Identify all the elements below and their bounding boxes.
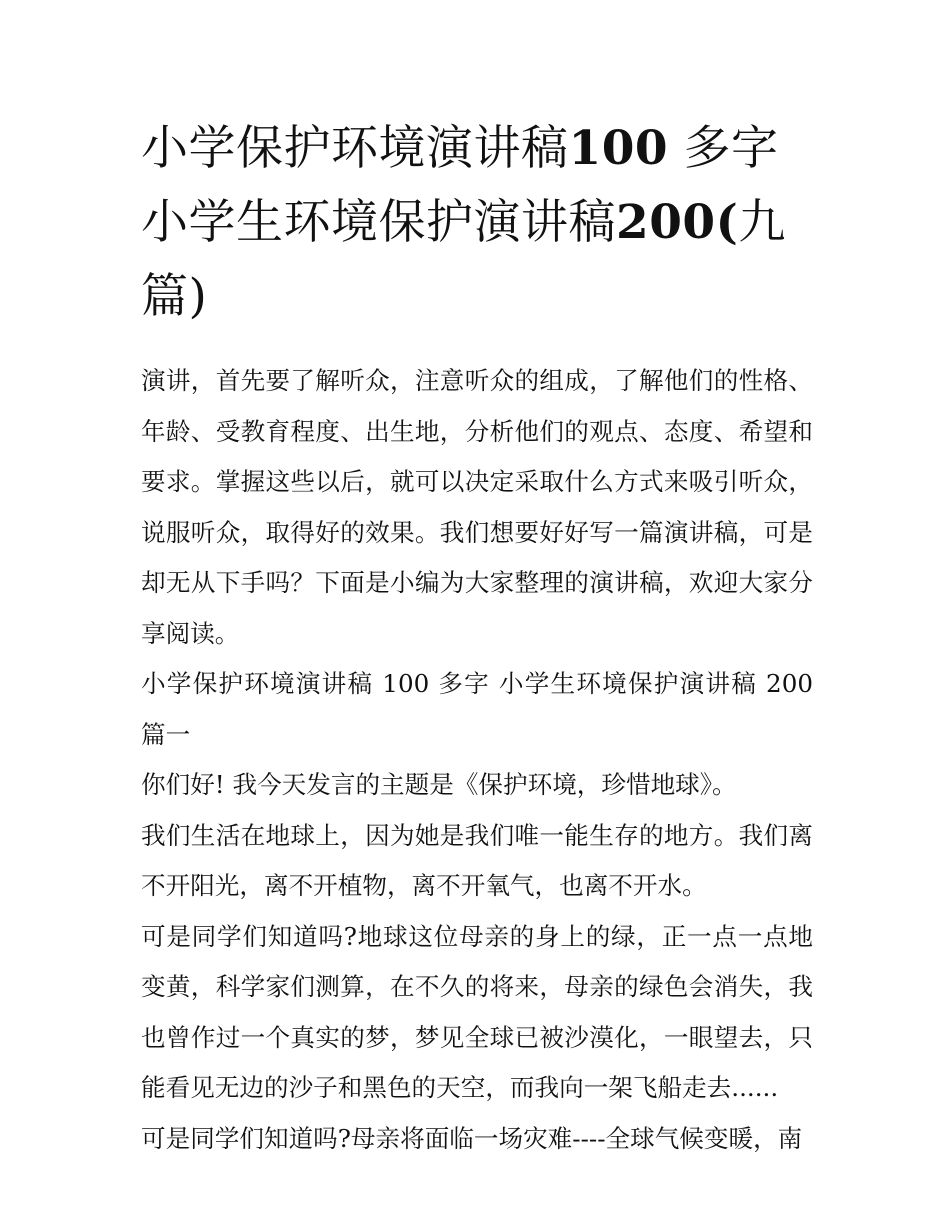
paragraph-earth: 我们生活在地球上，因为她是我们唯一能生存的地方。我们离不开阳光，离不开植物，离不开氧气，也离不开水。	[141, 820, 813, 900]
document-page	[141, 112, 813, 1164]
title-part-3: 九	[738, 195, 786, 250]
title-part-1: 小学保护环境演讲稿	[141, 121, 569, 176]
title-line-3: 篇)	[141, 269, 208, 324]
title-line-2: 小学生环境保护演讲稿	[141, 195, 616, 250]
title-number-2: 200(	[616, 195, 739, 250]
paragraph-section-heading: 小学保护环境演讲稿 100 多字 小学生环境保护演讲稿 200 篇一	[141, 669, 813, 749]
title-part-2: 多字	[668, 121, 779, 176]
paragraph-dream: 可是同学们知道吗?地球这位母亲的身上的绿，正一点一点地变黄，科学家们测算，在不久的将来，母亲的绿色会消失，我也曾作过一个真实的梦，梦见全球已被沙漠化，一眼望去，只能看见无边的沙子和黑色的天空，而我向一架飞船走去......	[141, 921, 813, 1102]
paragraph-intro: 演讲，首先要了解听众，注意听众的组成，了解他们的性格、年龄、受教育程度、出生地，分析他们的观点、态度、希望和要求。掌握这些以后，就可以决定采取什么方式来吸引听众，说服听众，取得好的效果。我们想要好好写一篇演讲稿，可是却无从下手吗？下面是小编为大家整理的演讲稿，欢迎大家分享阅读。	[141, 366, 813, 648]
title-number-1: 100	[568, 121, 669, 176]
paragraph-greeting: 你们好! 我今天发言的主题是《保护环境，珍惜地球》。	[141, 770, 737, 799]
paragraph-climate: 可是同学们知道吗?母亲将面临一场灾难----全球气候变暖，南	[141, 1123, 803, 1153]
document-title	[141, 112, 813, 334]
